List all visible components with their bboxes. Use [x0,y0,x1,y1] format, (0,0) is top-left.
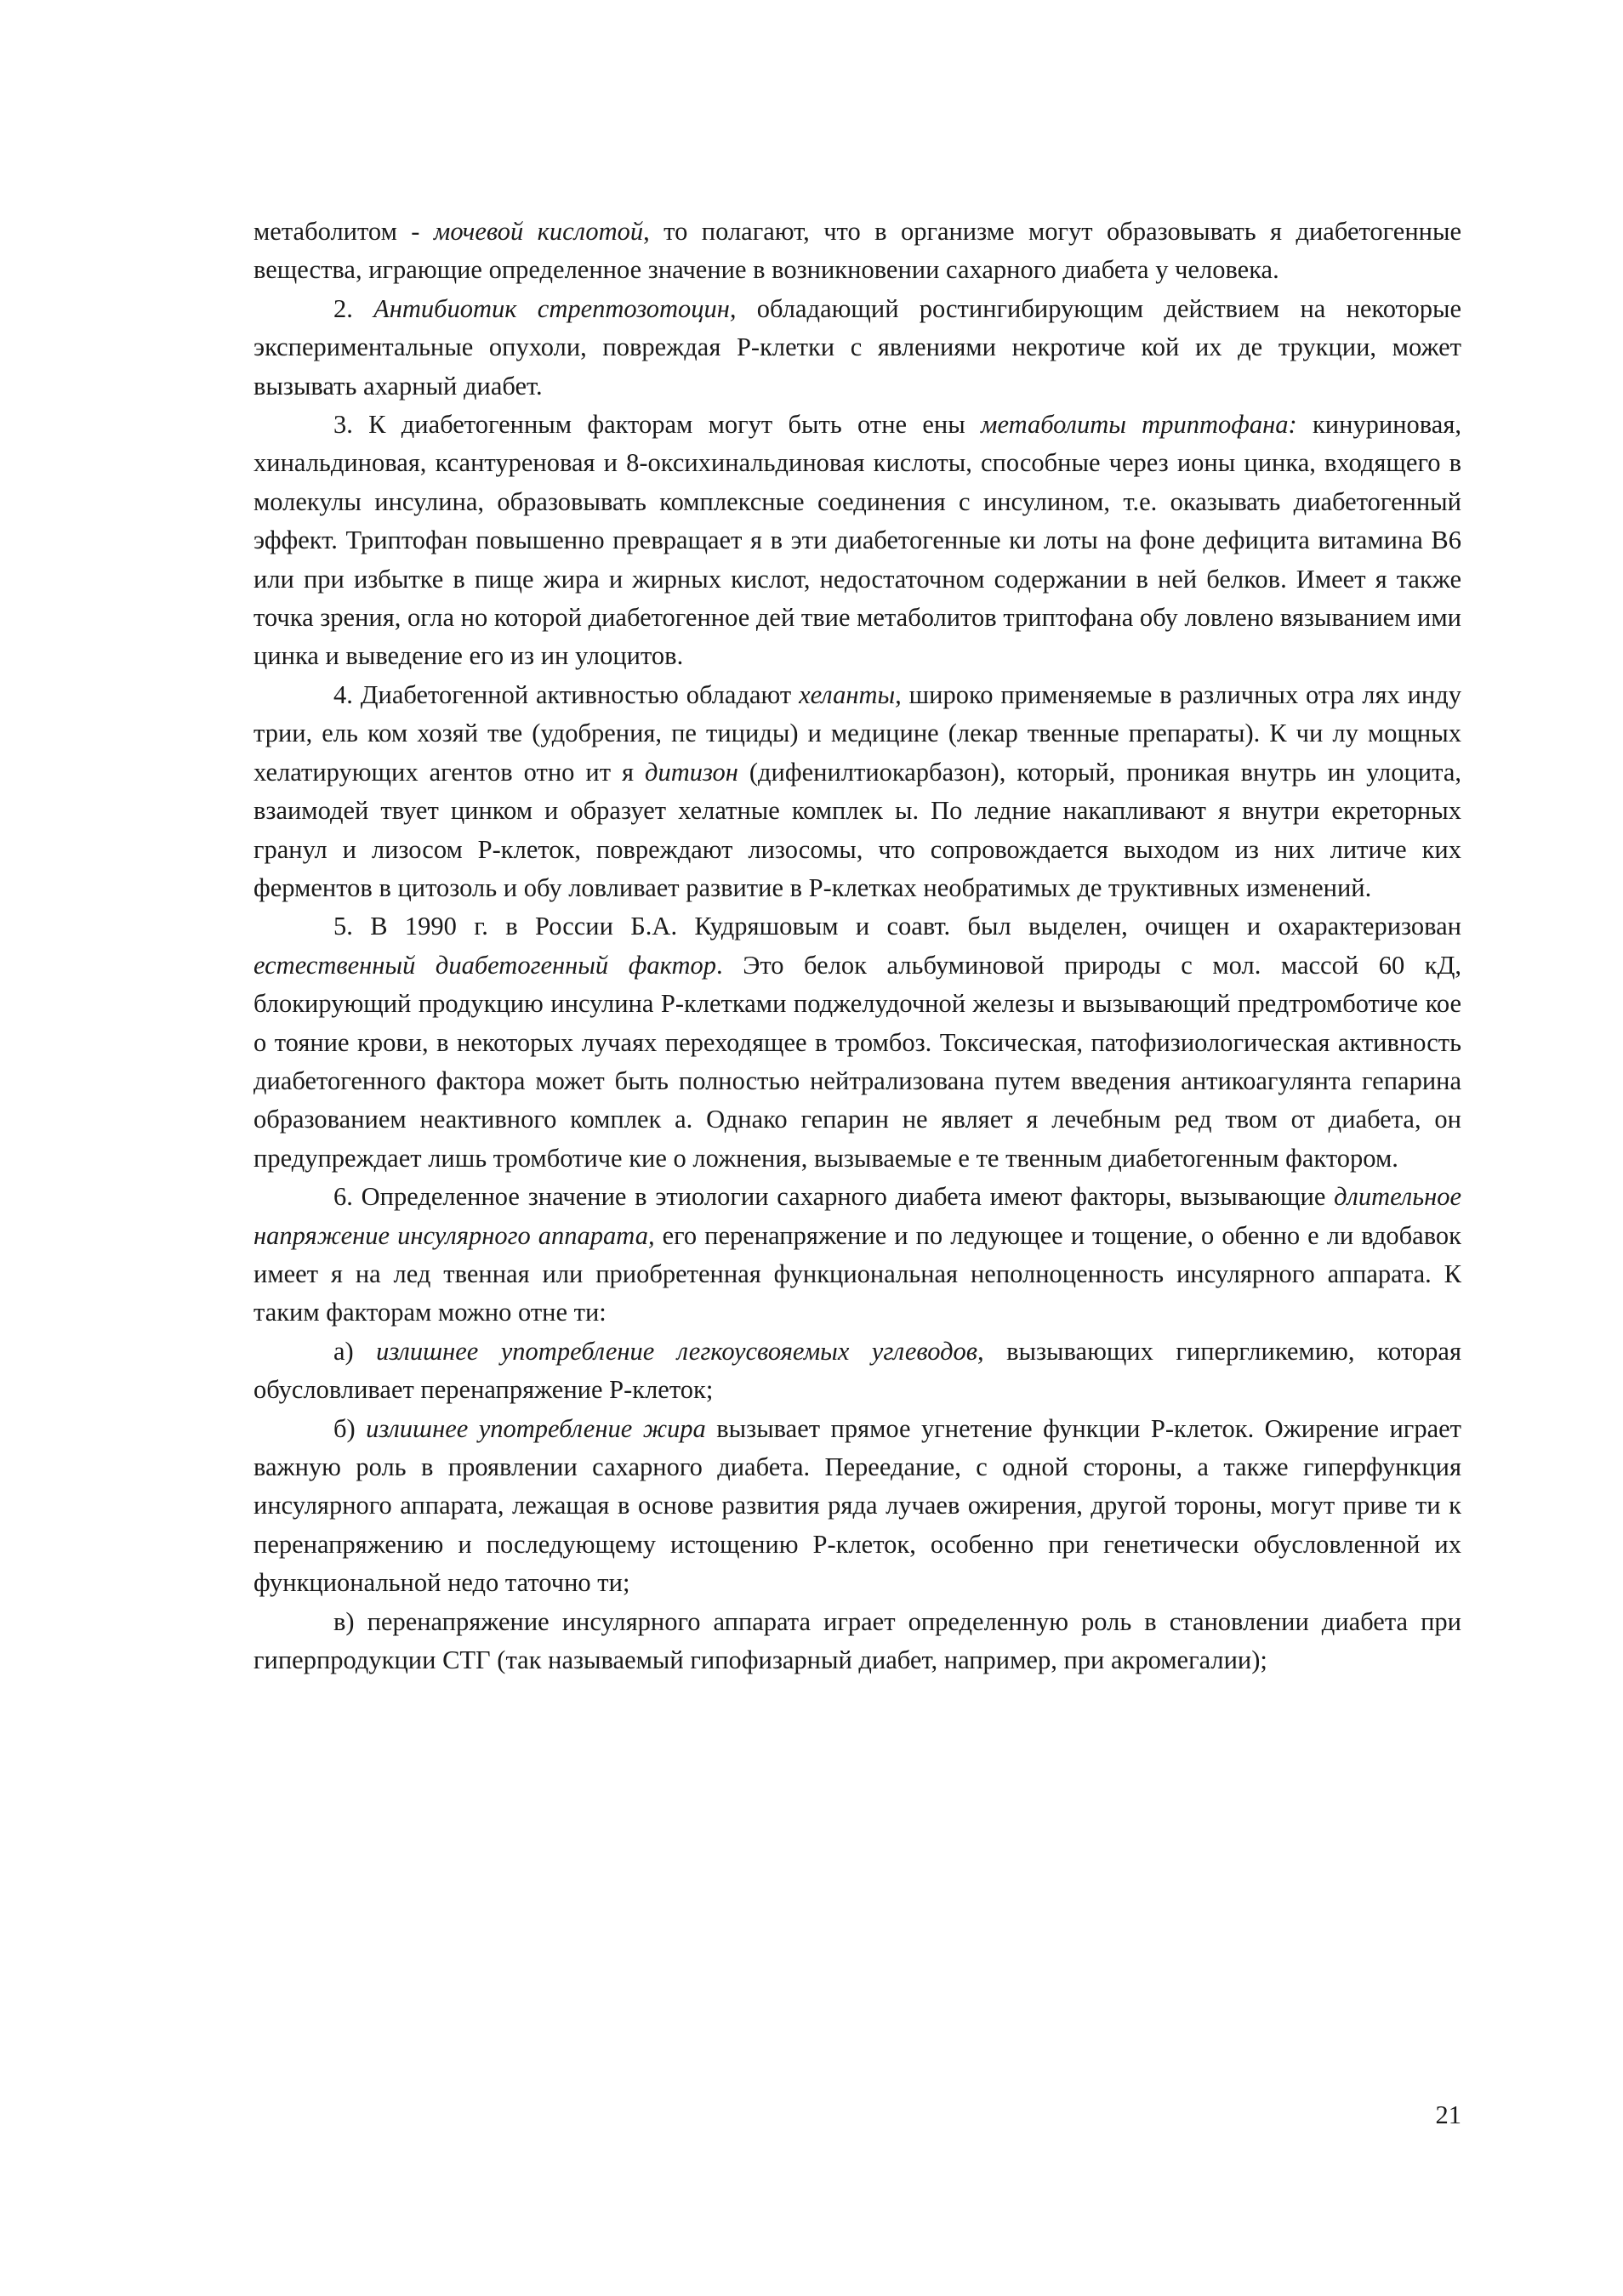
italic-term: излишнее употребление жира [366,1413,706,1443]
paragraph [253,213,1461,290]
text-run: б) [333,1413,367,1443]
italic-term: метаболиты триптофана: [980,410,1297,440]
text-run: 4. Диабетогенной активностью обладают [333,679,800,709]
italic-term: мочевой кислотой [433,217,644,246]
text-run: вызывает прямое угнетение функции Р-клеток. Ожирение играет важную роль в проявлении сахарного диабета. Переедание, с одной стороны, а также гиперфункция инсулярного аппарата, лежащая в основе развития ряда лучаев ожирения, другой тороны, могут приве ти к перенапряжению и последующему истощению Р-клеток, особенно при генетически обусловленной их функциональной недо таточно ти; [253,1413,1461,1598]
paragraph [253,1178,1461,1333]
document-page [253,213,1461,1679]
paragraph [253,1333,1461,1410]
italic-term: дитизон [645,757,738,787]
text-run: кинуриновая, хинальдиновая, ксантуреновая и 8-оксихинальдиновая кислоты, способные через ионы цинка, входящего в молекулы инсулина, образовывать комплексные соединения с инсулином, т.е. оказывать диабетогенный эффект. Триптофан повышенно превращает я в эти диабетогенные ки лоты на фоне дефицита витамина В6 или при избытке в пище жира и жирных кислот, недостаточном содержании в ней белков. Имеет я также точка зрения, огла но которой диабетогенное дей твие метаболитов триптофана обу ловлено вязыванием ими цинка и выведение его из ин улоцитов. [253,410,1461,671]
text-run: в) перенапряжение инсулярного аппарата играет определенную роль в становлении диабета при гиперпродукции СТГ (так называемый гипофизарный диабет, например, при акромегалии); [253,1606,1461,1675]
text-run: 5. В 1990 г. в России Б.А. Кудряшовым и соавт. был выделен, очищен и охарактеризован [333,912,1461,941]
italic-term: излишнее употребление легкоусвояемых углеводов, [376,1336,984,1366]
text-run: . Это белок альбуминовой природы с мол. массой 60 кД, блокирующий продукцию инсулина Р-клетками поджелудочной железы и вызывающий предтромботиче кое о тояние крови, в некоторых лучаях переходящее в тромбоз. Токсическая, патофизиологическая активность диабетогенного фактора может быть полностью нейтрализована путем введения антикоагулянта гепарина образованием неактивного комплек а. Однако гепарин не являет я лечебным ред твом от диабета, он предупреждает лишь тромботиче кие о ложнения, вызываемые е те твенным диабетогенным фактором. [253,950,1461,1173]
text-run: его перенапряжение и по ледующее и тощение, о обенно е ли вдобавок имеет я на лед твенная или приобретенная функциональная неполноценность инсулярного аппарата. К таким факторам можно отне ти: [253,1220,1461,1327]
paragraph [253,1410,1461,1603]
text-run: 2. [333,293,374,323]
text-run: , то полагают, что в организме могут образовывать я диабетогенные вещества, играющие определенное значение в возникновении сахарного диабета у человека. [253,217,1461,285]
italic-term: хеланты, [799,679,902,709]
paragraph [253,290,1461,406]
text-run: метаболитом - [253,217,434,246]
paragraph [253,1603,1461,1680]
text-run: а) [333,1336,377,1366]
text-run: обладающий ростингибирующим действием на некоторые экспериментальные опухоли, повреждая Р-клетки с явлениями некротиче кой их де трукции, может вызывать ахарный диабет. [253,293,1462,401]
italic-term: естественный диабетогенный фактор [253,950,717,980]
text-run: (дифенилтиокарбазон), который, проникая внутрь ин улоцита, взаимодей твует цинком и образует хелатные комплек ы. По ледние накапливают я внутри екреторных гранул и лизосом Р-клеток, повреждают лизосомы, что сопровождается выходом из них литиче ких ферментов в цитозоль и обу ловливает развитие в Р-клетках необратимых де труктивных изменений. [253,757,1461,902]
text-run: 3. К диабетогенным факторам могут быть отне ены [333,410,981,440]
text-run: 6. Определенное значение в этиологии сахарного диабета имеют факторы, вызывающие [333,1182,1335,1212]
paragraph [253,907,1461,1178]
page-number: 21 [1435,2100,1461,2129]
paragraph [253,406,1461,676]
italic-term: Антибиотик стрептозотоцин, [373,293,737,323]
italic-term: длительное напряжение инсулярного аппарата, [253,1182,1461,1250]
text-run: широко применяемые в различных отра лях инду трии, ель ком хозяй тве (удобрения, пе тициды) и медицине (лекар твенные препараты). К чи лу мощных хелатирующих агентов отно ит я [253,679,1461,787]
text-run: вызывающих гипергликемию, которая обусловливает перенапряжение Р-клеток; [253,1336,1462,1405]
paragraph [253,676,1461,907]
